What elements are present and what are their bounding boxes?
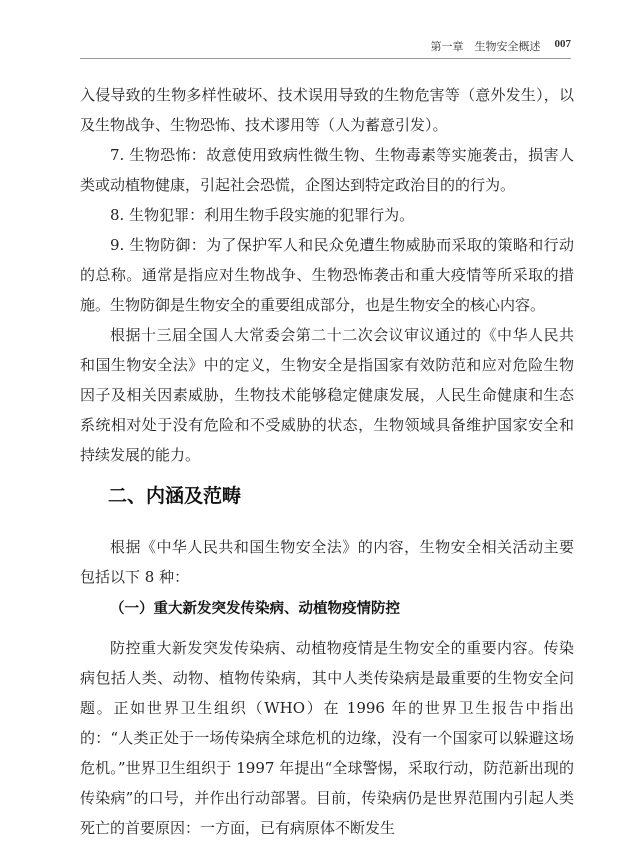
paragraph: 根据十三届全国人大常委会第二十二次会议审议通过的《中华人民共和国生物安全法》中的定义，生物安全是指国家有效防范和应对危险生物因子及相关因素威胁，生物技术能够稳定健康发展，人民生命健康和生态系统相对处于没有危险和不受威胁的状态，生物领域具备维护国家安全和持续发展的能力。 — [80, 326, 574, 464]
paragraph: 根据《中华人民共和国生物安全法》的内容，生物安全相关活动主要包括以下 8 种： — [80, 538, 574, 586]
section-title: 二、内涵及范畴 — [108, 485, 242, 507]
body-text-bottom — [80, 633, 574, 843]
section-intro — [80, 532, 574, 592]
paragraph: 8. 生物犯罪：利用生物手段实施的犯罪行为。 — [110, 206, 415, 224]
page-number: 007 — [554, 38, 571, 50]
subsection-heading: （一）重大新发突发传染病、动植物疫情防控 — [110, 601, 400, 617]
chapter-title: 第一章 生物安全概述 — [430, 40, 541, 53]
paragraph: 防控重大新发突发传染病、动植物疫情是生物安全的重要内容。传染病包括人类、动物、植物传染病，其中人类传染病是最重要的生物安全问题。正如世界卫生组织（WHO）在 1996 年的世界卫生报告中指出的：“人类正处于一场传染病全球危机的边缘，没有一个国家可以躲避这场危机。”世界卫生组织于 1997 年提出“全球警惕，采取行动，防范新出现的传染病”的口号，并作出行动部署。目前，传染病仍是世界范围内引起人类死亡的首要原因：一方面，已有病原体不断发生 — [80, 639, 574, 837]
paragraph: 9. 生物防御：为了保护军人和民众免遭生物威胁而采取的策略和行动的总称。通常是指应对生物战争、生物恐怖袭击和重大疫情等所采取的措施。生物防御是生物安全的重要组成部分，也是生物安全的核心内容。 — [80, 236, 574, 314]
running-header — [431, 38, 572, 54]
paragraph: 入侵导致的生物多样性破坏、技术误用导致的生物危害等（意外发生），以及生物战争、生物恐怖、技术谬用等（人为蓄意引发）。 — [80, 86, 574, 134]
header-divider — [80, 58, 571, 59]
body-text-top — [80, 80, 574, 470]
paragraph: 7. 生物恐怖：故意使用致病性微生物、生物毒素等实施袭击，损害人类或动植物健康，引起社会恐慌，企图达到特定政治目的的行为。 — [80, 146, 574, 194]
